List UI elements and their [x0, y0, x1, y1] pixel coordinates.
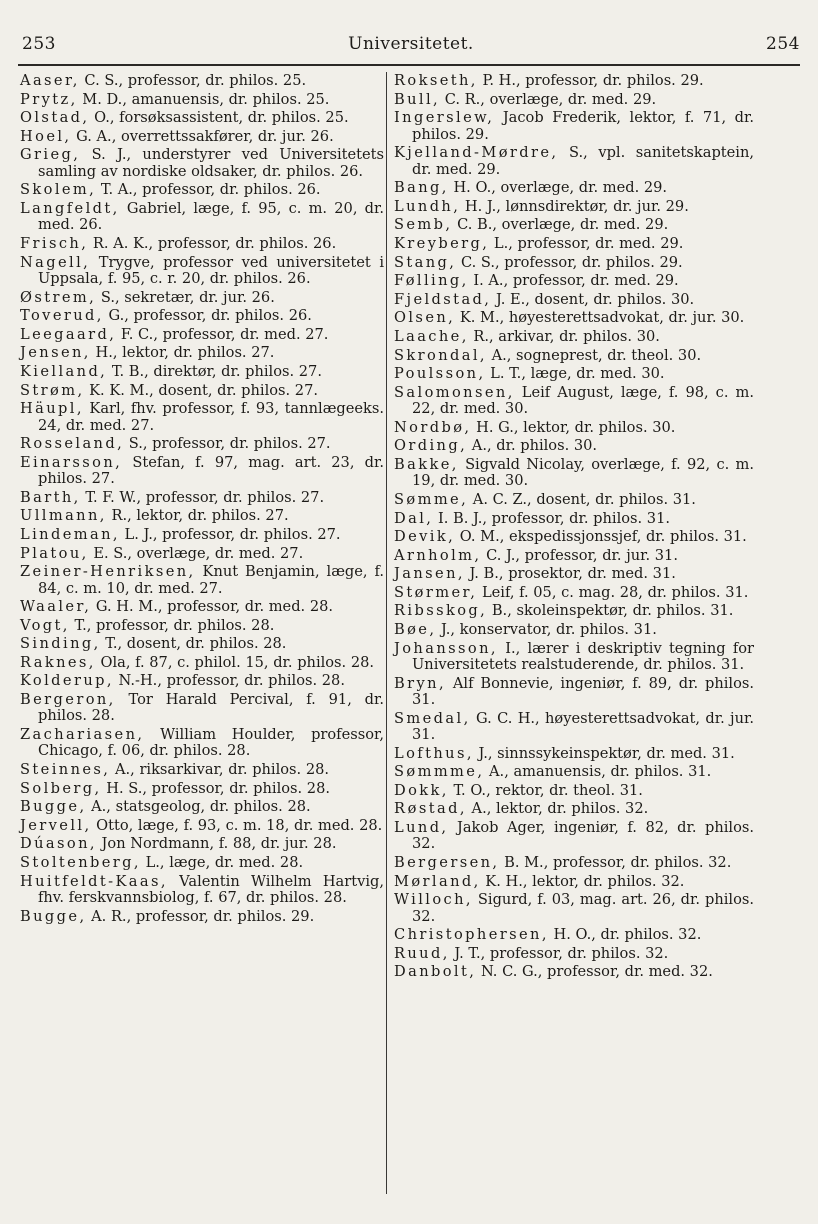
entry-details: Valentin Wilhelm Hartvig, fhv. ferskvannsbiolog, f. 67, dr. philos. 28.	[38, 872, 384, 907]
register-entry	[20, 129, 384, 145]
entry-surname: Sinding,	[20, 635, 101, 653]
entry-surname: Lundh,	[394, 197, 461, 215]
register-entry	[20, 401, 384, 434]
entry-details: Leif, f. 05, c. mag. 28, dr. philos. 31.	[477, 583, 749, 601]
entry-surname: Bakke,	[394, 455, 459, 473]
entry-details: Knut Benjamin, læge, f. 84, c. m. 10, dr. med. 27.	[38, 563, 384, 597]
register-entry	[394, 348, 754, 364]
register-entry	[394, 892, 754, 925]
entry-surname: Einarsson,	[20, 453, 123, 471]
register-entry	[20, 308, 384, 324]
register-entry	[20, 508, 384, 524]
entry-details: Alf Bonnevie, ingeniør, f. 89, dr. philos. 31.	[412, 674, 754, 709]
entry-details: G., professor, dr. philos. 26.	[103, 307, 312, 325]
column-divider	[386, 72, 387, 1194]
entry-surname: Lund,	[394, 819, 449, 837]
entry-details: C. J., professor, dr. jur. 31.	[481, 546, 678, 564]
entry-surname: Stang,	[394, 253, 457, 271]
entry-surname: Lindeman,	[20, 525, 120, 543]
entry-surname: Poulsson,	[394, 365, 486, 383]
entry-surname: Ingerslew,	[394, 109, 495, 127]
entry-surname: Frisch,	[20, 234, 89, 252]
entry-details: T., dosent, dr. philos. 28.	[100, 635, 287, 653]
entry-surname: Dúason,	[20, 835, 97, 853]
entry-details: T. F. W., professor, dr. philos. 27.	[80, 488, 325, 506]
entry-surname: Solberg,	[20, 779, 102, 797]
entry-surname: Rokseth,	[394, 72, 478, 89]
entry-details: F. C., professor, dr. med. 27.	[116, 325, 329, 343]
register-entry	[394, 746, 754, 762]
entry-surname: Bang,	[394, 179, 449, 197]
page-number-right: 254	[766, 34, 800, 54]
register-entry	[394, 783, 754, 799]
entry-details: S., professor, dr. philos. 27.	[124, 435, 331, 453]
entry-surname: Bryn,	[394, 674, 446, 692]
register-entry	[394, 292, 754, 308]
register-entry	[20, 909, 384, 925]
left-column	[20, 73, 384, 927]
entry-surname: Bugge,	[20, 798, 87, 816]
register-entry	[20, 855, 384, 871]
entry-surname: Raknes,	[20, 653, 96, 671]
register-entry	[394, 457, 754, 490]
entry-details: Jakob Ager, ingeniør, f. 82, dr. philos. 32.	[412, 819, 754, 853]
entry-details: E. S., overlæge, dr. med. 27.	[88, 544, 304, 562]
register-entry	[20, 364, 384, 380]
entry-surname: Sømmme,	[394, 763, 485, 781]
entry-details: O., forsøksassistent, dr. philos. 25.	[89, 109, 349, 127]
entry-details: J., konservator, dr. philos. 31.	[436, 621, 657, 639]
entry-surname: Arnholm,	[394, 546, 482, 564]
entry-details: Leif August, læge, f. 98, c. m. 22, dr. med. 30.	[412, 383, 754, 418]
entry-surname: Kolderup,	[20, 672, 114, 690]
entry-details: L. T., læge, dr. med. 30.	[485, 365, 665, 383]
entry-details: A., dr. philos. 30.	[467, 437, 598, 455]
entry-details: G. H. M., professor, dr. med. 28.	[91, 598, 334, 616]
entry-surname: Nordbø,	[394, 418, 472, 436]
entry-surname: Waaler,	[20, 598, 92, 616]
entry-surname: Ribsskog,	[394, 602, 488, 620]
register-entry	[20, 836, 384, 852]
entry-details: H. G., lektor, dr. philos. 30.	[471, 418, 676, 436]
entry-details: J. E., dosent, dr. philos. 30.	[491, 290, 695, 308]
entry-details: Stefan, f. 97, mag. art. 23, dr. philos. 27.	[38, 453, 384, 488]
entry-surname: Østrem,	[20, 288, 97, 306]
page-number-left: 253	[22, 34, 56, 54]
entry-details: M. D., amanuensis, dr. philos. 25.	[77, 90, 330, 108]
entry-surname: Rosseland,	[20, 435, 125, 453]
register-entry	[20, 799, 384, 815]
entry-details: Sigurd, f. 03, mag. art. 26, dr. philos. 32.	[412, 891, 754, 925]
entry-details: Otto, læge, f. 93, c. m. 18, dr. med. 28.	[91, 816, 383, 834]
entry-details: H. J., lønnsdirektør, dr. jur. 29.	[460, 197, 689, 215]
register-entry	[394, 329, 754, 345]
register-entry	[20, 618, 384, 634]
register-entry	[394, 145, 754, 178]
entry-details: S., vpl. sanitetskaptein, dr. med. 29.	[412, 144, 754, 178]
entry-details: C. B., overlæge, dr. med. 29.	[452, 216, 669, 234]
entry-surname: Jensen,	[20, 344, 91, 362]
register-entry	[394, 855, 754, 871]
entry-surname: Jervell,	[20, 816, 92, 834]
entry-details: T. O., rektor, dr. theol. 31.	[448, 781, 643, 799]
entry-details: Ola, f. 87, c. philol. 15, dr. philos. 28.	[95, 653, 375, 671]
entry-surname: Strøm,	[20, 381, 85, 399]
register-entry	[20, 255, 384, 288]
entry-surname: Steinnes,	[20, 761, 111, 779]
entry-surname: Dal,	[394, 509, 434, 527]
register-entry	[394, 820, 754, 853]
register-entry	[20, 327, 384, 343]
entry-surname: Zeiner-Henriksen,	[20, 563, 196, 581]
entry-details: R., arkivar, dr. philos. 30.	[468, 327, 660, 345]
register-entry	[394, 676, 754, 709]
entry-details: Karl, fhv. professor, f. 93, tannlægeeks. 24, dr. med. 27.	[38, 400, 384, 434]
entry-surname: Skrondal,	[394, 346, 487, 364]
entry-details: A., riksarkivar, dr. philos. 28.	[110, 761, 330, 779]
entry-details: A., statsgeolog, dr. philos. 28.	[86, 798, 311, 816]
register-entry	[394, 764, 754, 780]
entry-surname: Bergersen,	[394, 854, 500, 872]
entry-details: Jon Nordmann, f. 88, dr. jur. 28.	[96, 835, 337, 853]
entry-surname: Følling,	[394, 272, 469, 290]
entry-details: K. M., høyesterettsadvokat, dr. jur. 30.	[455, 309, 745, 327]
entry-surname: Olstad,	[20, 109, 90, 127]
entry-details: G. C. H., høyesterettsadvokat, dr. jur. 31.	[412, 709, 754, 744]
entry-details: Sigvald Nicolay, overlæge, f. 92, c. m. 19, dr. med. 30.	[412, 455, 754, 490]
entry-details: I. B. J., professor, dr. philos. 31.	[433, 509, 671, 527]
entry-surname: Ording,	[394, 437, 468, 455]
register-entry	[394, 641, 754, 674]
register-entry	[394, 946, 754, 962]
running-title: Universitetet.	[348, 34, 474, 54]
entry-surname: Bøe,	[394, 621, 437, 639]
entry-details: Tor Harald Percival, f. 91, dr. philos. 28.	[38, 691, 384, 725]
entry-surname: Willoch,	[394, 891, 473, 909]
entry-details: I., lærer i deskriptiv tegning for Universitetets realstuderende, dr. philos. 31.	[412, 639, 754, 674]
register-entry	[394, 217, 754, 233]
entry-details: T. A., professor, dr. philos. 26.	[96, 181, 321, 199]
register-entry	[394, 236, 754, 252]
entry-surname: Hoel,	[20, 127, 72, 145]
entry-surname: Ruud,	[394, 944, 450, 962]
entry-details: G. A., overrettssakfører, dr. jur. 26.	[71, 127, 334, 145]
register-entry	[20, 636, 384, 652]
entry-details: I. A., professor, dr. med. 29.	[468, 272, 679, 290]
register-entry	[20, 546, 384, 562]
entry-surname: Christophersen,	[394, 926, 549, 944]
entry-surname: Mørland,	[394, 872, 481, 890]
entry-surname: Langfeldt,	[20, 199, 120, 217]
entry-surname: Grieg,	[20, 146, 81, 164]
register-entry	[20, 201, 384, 234]
entry-surname: Huitfeldt-Kaas,	[20, 872, 168, 890]
register-entry	[394, 622, 754, 638]
entry-surname: Stoltenberg,	[20, 854, 141, 872]
entry-details: B., skoleinspektør, dr. philos. 31.	[487, 602, 734, 620]
register-entry	[394, 585, 754, 601]
entry-details: A. C. Z., dosent, dr. philos. 31.	[468, 490, 696, 508]
register-entry	[394, 420, 754, 436]
entry-surname: Smedal,	[394, 709, 471, 727]
entry-surname: Bergeron,	[20, 691, 116, 709]
entry-details: Trygve, professor ved universitetet i Uppsala, f. 95, c. r. 20, dr. philos. 26.	[38, 253, 384, 287]
entry-details: R. A. K., professor, dr. philos. 26.	[88, 234, 337, 252]
register-entry	[394, 874, 754, 890]
entry-details: L. J., professor, dr. philos. 27.	[119, 525, 341, 543]
register-entry	[20, 692, 384, 725]
entry-details: H. S., professor, dr. philos. 28.	[101, 779, 331, 797]
entry-surname: Kjelland-Mørdre,	[394, 144, 559, 162]
entry-surname: Dokk,	[394, 781, 449, 799]
entry-details: S., sekretær, dr. jur. 26.	[96, 288, 275, 306]
register-entry	[20, 762, 384, 778]
entry-surname: Kreyberg,	[394, 234, 490, 252]
entry-surname: Barth,	[20, 488, 81, 506]
register-entry	[394, 199, 754, 215]
register-entry	[394, 566, 754, 582]
entry-surname: Bugge,	[20, 907, 87, 925]
register-entry	[20, 818, 384, 834]
entry-details: K. H., lektor, dr. philos. 32.	[480, 872, 685, 890]
entry-details: William Houlder, professor, Chicago, f. 06, dr. philos. 28.	[38, 726, 384, 760]
entry-surname: Toverud,	[20, 307, 104, 325]
entry-details: J., sinnssykeinspektør, dr. med. 31.	[473, 744, 735, 762]
register-entry	[394, 927, 754, 943]
entry-details: A., sogneprest, dr. theol. 30.	[486, 346, 702, 364]
register-entry	[394, 438, 754, 454]
register-entry	[394, 366, 754, 382]
register-entry	[394, 529, 754, 545]
register-entry	[394, 110, 754, 143]
entry-details: A., lektor, dr. philos. 32.	[466, 800, 649, 818]
register-entry	[394, 511, 754, 527]
register-entry	[394, 492, 754, 508]
register-entry	[394, 385, 754, 418]
register-entry	[20, 874, 384, 907]
register-entry	[20, 182, 384, 198]
entry-surname: Laache,	[394, 327, 469, 345]
entry-surname: Nagell,	[20, 253, 91, 271]
register-entry	[394, 548, 754, 564]
header-rule	[18, 64, 800, 66]
right-column	[394, 73, 754, 983]
register-entry	[20, 564, 384, 597]
register-entry	[394, 603, 754, 619]
entry-details: L., læge, dr. med. 28.	[140, 854, 304, 872]
register-entry	[20, 490, 384, 506]
entry-surname: Røstad,	[394, 800, 467, 818]
register-entry	[20, 345, 384, 361]
entry-surname: Zachariasen,	[20, 726, 145, 744]
entry-surname: Kielland,	[20, 362, 108, 380]
entry-details: R., lektor, dr. philos. 27.	[106, 507, 289, 525]
entry-details: Jacob Frederik, lektor, f. 71, dr. philos. 29.	[412, 109, 754, 143]
page-header	[22, 34, 800, 58]
register-entry	[20, 673, 384, 689]
register-entry	[20, 147, 384, 180]
entry-details: T. B., direktør, dr. philos. 27.	[107, 362, 322, 380]
entry-surname: Fjeldstad,	[394, 290, 492, 308]
entry-details: N. C. G., professor, dr. med. 32.	[476, 963, 713, 981]
entry-details: Gabriel, læge, f. 95, c. m. 20, dr. med. 26.	[38, 199, 384, 234]
entry-details: J. T., professor, dr. philos. 32.	[449, 944, 669, 962]
entry-details: T., professor, dr. philos. 28.	[69, 616, 275, 634]
register-entry	[394, 273, 754, 289]
entry-details: N.-H., professor, dr. philos. 28.	[113, 672, 345, 690]
entry-surname: Skolem,	[20, 181, 97, 199]
register-entry	[20, 436, 384, 452]
entry-details: O. M., ekspedissjonssjef, dr. philos. 31.	[455, 528, 747, 546]
register-entry	[20, 455, 384, 488]
entry-details: B. M., professor, dr. philos. 32.	[499, 854, 732, 872]
entry-details: A. R., professor, dr. philos. 29.	[86, 907, 315, 925]
entry-surname: Sømme,	[394, 490, 469, 508]
entry-surname: Devik,	[394, 528, 456, 546]
register-entry	[394, 73, 754, 89]
register-entry	[20, 781, 384, 797]
entry-surname: Lofthus,	[394, 744, 474, 762]
entry-surname: Platou,	[20, 544, 89, 562]
entry-details: H. O., overlæge, dr. med. 29.	[448, 179, 668, 197]
register-entry	[20, 236, 384, 252]
entry-details: J. B., prosektor, dr. med. 31.	[464, 565, 676, 583]
register-entry	[394, 964, 754, 980]
register-entry	[394, 801, 754, 817]
register-entry	[20, 727, 384, 760]
entry-surname: Johansson,	[394, 639, 498, 657]
entry-details: H., lektor, dr. philos. 27.	[90, 344, 275, 362]
entry-details: S. J., understyrer ved Universitetets samling av nordiske oldsaker, dr. philos. 26.	[38, 146, 384, 180]
entry-surname: Ullmann,	[20, 507, 107, 525]
entry-surname: Olsen,	[394, 309, 456, 327]
entry-surname: Bull,	[394, 90, 441, 108]
register-entry	[20, 383, 384, 399]
entry-details: C. S., professor, dr. philos. 29.	[456, 253, 683, 271]
register-entry	[20, 527, 384, 543]
register-entry	[20, 599, 384, 615]
entry-details: P. H., professor, dr. philos. 29.	[477, 72, 704, 89]
register-entry	[20, 655, 384, 671]
entry-surname: Semb,	[394, 216, 453, 234]
register-entry	[394, 180, 754, 196]
register-entry	[20, 290, 384, 306]
entry-surname: Vogt,	[20, 616, 70, 634]
entry-details: C. S., professor, dr. philos. 25.	[79, 72, 307, 89]
entry-surname: Aaser,	[20, 72, 80, 89]
register-entry	[394, 92, 754, 108]
register-entry	[394, 711, 754, 744]
entry-surname: Jansen,	[394, 565, 465, 583]
entry-surname: Størmer,	[394, 583, 478, 601]
register-entry	[20, 92, 384, 108]
entry-surname: Häupl,	[20, 400, 84, 418]
register-entry	[394, 310, 754, 326]
entry-surname: Leegaard,	[20, 325, 117, 343]
entry-surname: Danbolt,	[394, 963, 477, 981]
register-entry	[394, 255, 754, 271]
register-entry	[20, 73, 384, 89]
entry-details: K. K. M., dosent, dr. philos. 27.	[84, 381, 319, 399]
entry-details: C. R., overlæge, dr. med. 29.	[440, 90, 657, 108]
entry-details: L., professor, dr. med. 29.	[489, 234, 684, 252]
entry-details: A., amanuensis, dr. philos. 31.	[484, 763, 712, 781]
entry-details: H. O., dr. philos. 32.	[548, 926, 702, 944]
entry-surname: Prytz,	[20, 90, 78, 108]
entry-surname: Salomonsen,	[394, 383, 515, 401]
register-entry	[20, 110, 384, 126]
